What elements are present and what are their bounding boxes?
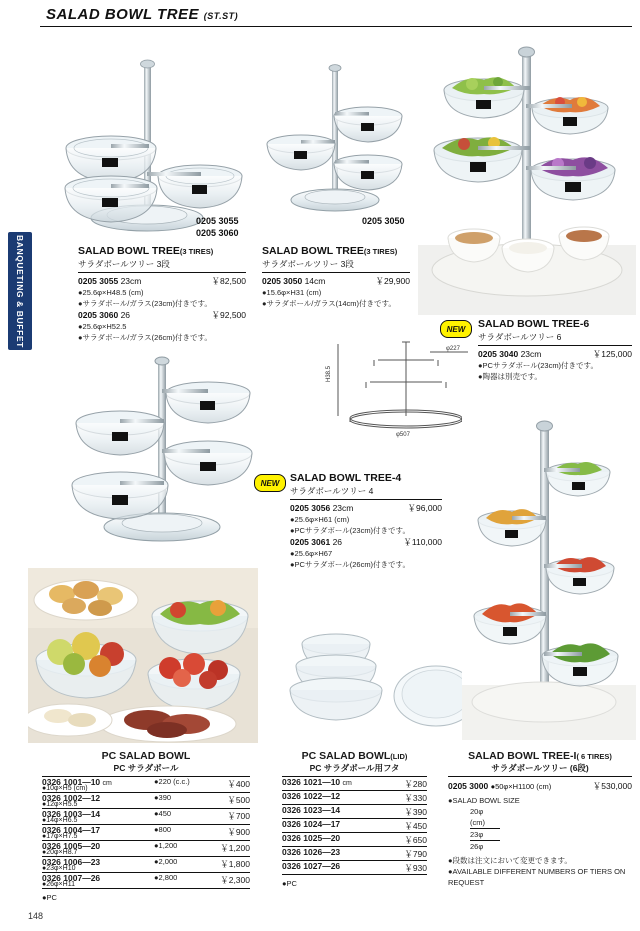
new-badge-label: NEW xyxy=(260,478,280,488)
product-code: 0205 3056 xyxy=(290,503,331,513)
product-size: 26 xyxy=(332,537,343,547)
product-row xyxy=(78,275,246,287)
row-price: ￥450 xyxy=(404,821,427,831)
row-code: 0326 1025—20 xyxy=(282,833,341,843)
row-extra: ●SALAD BOWL SIZE xyxy=(448,796,520,805)
product-row xyxy=(290,536,442,548)
page-title-text: SALAD BOWL TREE xyxy=(46,6,200,23)
product-spec: ●陶器は別売です。 xyxy=(478,372,542,381)
product-divider xyxy=(262,272,410,273)
row-code: 0326 1024—17 xyxy=(282,819,341,829)
product-code: 0205 3061 xyxy=(290,537,331,547)
table-footnote: ●PC xyxy=(42,893,57,902)
row-code: 0326 1004—17 xyxy=(42,825,101,835)
photo-tree-6-illustration xyxy=(418,30,636,315)
product-size: 14cm xyxy=(304,276,326,286)
page-title xyxy=(46,6,238,23)
product-code: 0205 3050 xyxy=(262,276,303,286)
product-block-salad-bowl-tree-3tiers-b xyxy=(262,245,410,309)
section-tab-banqueting-buffet xyxy=(8,232,32,350)
product-row xyxy=(78,309,246,321)
photo-salad-bowl-tree-6 xyxy=(418,30,636,315)
product-name xyxy=(78,245,246,257)
product-divider xyxy=(78,272,246,273)
table-title-jp: PC サラダボール xyxy=(113,763,179,773)
drawing-dim-bottom: φ507 xyxy=(396,432,410,438)
table-row xyxy=(282,819,427,833)
row-extra: 20φ (cm) xyxy=(470,806,500,829)
product-spec: ●25.6φ×H61 (cm) xyxy=(290,515,350,524)
row-code: 0326 1027—26 xyxy=(282,861,341,871)
product-price: ￥29,900 xyxy=(375,276,410,286)
product-spec: ●PCサラダボール(23cm)付きです。 xyxy=(290,526,410,535)
row-price: ￥330 xyxy=(404,793,427,803)
row-capacity: ●2,800 xyxy=(154,873,178,882)
salad-bowl-tree-3tiers-b-illustration xyxy=(256,60,416,220)
table-title xyxy=(42,750,250,774)
product-name-text: SALAD BOWL TREE xyxy=(262,245,364,257)
table-title xyxy=(282,750,427,774)
row-code: 0326 1022—12 xyxy=(282,791,341,801)
product-name: SALAD BOWL TREE-4 xyxy=(290,472,402,484)
product-size: 26 xyxy=(120,310,131,320)
table-row xyxy=(282,847,427,861)
row-price: ￥2,300 xyxy=(220,875,250,885)
row-capacity: ●220 (c.c.) xyxy=(154,777,190,786)
product-name: SALAD BOWL TREE-6 xyxy=(478,318,590,330)
product-block-salad-bowl-tree-6 xyxy=(478,318,632,382)
row-price: ￥530,000 xyxy=(592,781,632,791)
section-tab-label: BANQUETING & BUFFET xyxy=(15,235,25,348)
product-code: 0205 3055 xyxy=(78,276,119,286)
product-size: 23cm xyxy=(332,503,354,513)
table-pc-salad-bowl xyxy=(42,750,250,902)
row-dim: ●20φ×H8.7 xyxy=(42,849,78,856)
photo-tree-1-illustration xyxy=(462,410,636,740)
row-price: ￥650 xyxy=(404,835,427,845)
product-price: ￥92,500 xyxy=(211,310,246,320)
image-code-0205-3060: 0205 3060 xyxy=(196,228,239,238)
salad-bowl-tree-4-illustration xyxy=(56,345,271,550)
row-capacity: ●2,000 xyxy=(154,857,178,866)
table-row xyxy=(42,825,250,841)
product-spec: ●15.6φ×H31 (cm) xyxy=(262,288,322,297)
product-spec: ●25.6φ×H67 xyxy=(290,549,333,558)
row-code: 0326 1026—23 xyxy=(282,847,341,857)
image-code-0205-3050: 0205 3050 xyxy=(362,216,405,226)
table-row xyxy=(282,791,427,805)
product-price: ￥96,000 xyxy=(407,503,442,513)
image-salad-bowl-tree-3tiers-a xyxy=(48,40,248,235)
row-code: 0326 1021—10 cm xyxy=(282,777,352,787)
table-title-jp: PC サラダボール用フタ xyxy=(309,763,400,773)
table-title-text: PC SALAD BOWL(LID) xyxy=(301,750,408,762)
row-code: 0326 1007—26 xyxy=(42,873,101,883)
product-spec: ●サラダボール/ガラス(23cm)付きです。 xyxy=(78,299,212,308)
table-divider xyxy=(448,776,632,777)
table-salad-bowl-tree-1 xyxy=(448,750,632,888)
product-spec: ●サラダボール/ガラス(14cm)付きです。 xyxy=(262,299,396,308)
product-code: 0205 3060 xyxy=(78,310,119,320)
row-price: ￥390 xyxy=(404,807,427,817)
salad-bowl-tree-3tiers-a-illustration xyxy=(48,40,248,235)
product-price: ￥110,000 xyxy=(403,537,442,547)
table-footnote: ●PC xyxy=(282,879,297,888)
product-name-text: SALAD BOWL TREE xyxy=(78,245,180,257)
product-row xyxy=(262,275,410,287)
table-row xyxy=(282,777,427,791)
image-pc-salad-bowl-stack xyxy=(276,620,396,735)
image-salad-bowl-tree-3tiers-b xyxy=(256,60,416,220)
table-title-jp: サラダボールツリー (6段) xyxy=(491,763,589,773)
row-price: ￥790 xyxy=(404,849,427,859)
row-code: 0326 1003—14 xyxy=(42,809,101,819)
row-price: ￥930 xyxy=(404,863,427,873)
row-price: ￥900 xyxy=(227,827,250,837)
photo-salad-bowl-tree-1 xyxy=(462,410,636,740)
product-block-salad-bowl-tree-4 xyxy=(290,472,442,570)
row-code: 0326 1005—20 xyxy=(42,841,101,851)
row-code: 0326 1002—12 xyxy=(42,793,101,803)
row-price: ￥700 xyxy=(227,811,250,821)
row-code: 0326 1001—10 cm xyxy=(42,777,112,787)
row-code: 0326 1006—23 xyxy=(42,857,101,867)
product-row xyxy=(290,502,442,514)
new-badge-tree-4 xyxy=(254,474,286,492)
row-dim: ●12φ×H5.5 xyxy=(42,801,78,808)
row-price: ￥1,200 xyxy=(220,843,250,853)
table-pc-salad-bowl-lid xyxy=(282,750,427,888)
product-price: ￥125,000 xyxy=(592,349,632,359)
row-price: ￥1,800 xyxy=(220,859,250,869)
product-name-jp: サラダボールツリー 6 xyxy=(478,332,562,342)
table-row xyxy=(42,809,250,825)
row-capacity: ●1,200 xyxy=(154,841,178,850)
image-code-0205-3055: 0205 3055 xyxy=(196,216,239,226)
product-spec: ●PCサラダボール(26cm)付きです。 xyxy=(290,560,410,569)
row-capacity: ●450 xyxy=(154,809,172,818)
product-tires: (3 TIRES) xyxy=(363,247,398,256)
row-code: 0326 1023—14 xyxy=(282,805,341,815)
row-dim: ●10φ×H5 (cm) xyxy=(42,785,88,792)
product-size: 23cm xyxy=(120,276,142,286)
product-row xyxy=(478,348,632,360)
row-price: ￥500 xyxy=(227,795,250,805)
table-note: ●段数は注文において変更できます。 xyxy=(448,856,572,865)
product-name-jp: サラダボールツリー 3段 xyxy=(262,259,354,269)
table-note: ●AVAILABLE DIFFERENT NUMBERS OF TIERS ON REQUEST xyxy=(448,867,626,887)
product-spec: ●25.6φ×H52.5 xyxy=(78,322,127,331)
table-row xyxy=(42,793,250,809)
image-salad-bowl-tree-4 xyxy=(56,345,271,550)
row-price: ￥280 xyxy=(404,779,427,789)
row-extra: 26φ xyxy=(470,842,484,851)
pc-salad-bowl-stack-illustration xyxy=(276,620,396,735)
product-block-salad-bowl-tree-3tiers-a xyxy=(78,245,246,343)
table-row xyxy=(282,833,427,847)
page-title-code: (ST.ST) xyxy=(203,11,239,21)
row-capacity: ●390 xyxy=(154,793,172,802)
product-divider xyxy=(290,499,442,500)
row-dim: ●50φ×H1100 (cm) xyxy=(490,782,552,791)
table-row xyxy=(42,857,250,873)
product-spec: ●PCサラダボール(23cm)付きです。 xyxy=(478,361,598,370)
product-name xyxy=(262,245,410,257)
product-code: 0205 3040 xyxy=(478,349,519,359)
drawing-dim-left: H38.5 xyxy=(326,365,332,382)
table-title-text: SALAD BOWL TREE-I( 6 TIRES) xyxy=(468,750,612,762)
new-badge-label: NEW xyxy=(446,324,466,334)
row-code: 0205 3000 xyxy=(448,781,489,791)
row-extra: 23φ xyxy=(470,829,500,841)
product-tires: (3 TIRES) xyxy=(179,247,214,256)
table-row xyxy=(282,861,427,875)
photo-pc-salad-bowl-buffet xyxy=(28,568,258,743)
product-divider xyxy=(478,345,632,346)
table-title xyxy=(448,750,632,774)
product-size: 23cm xyxy=(520,349,542,359)
product-price: ￥82,500 xyxy=(211,276,246,286)
row-dim: ●17φ×H7.5 xyxy=(42,833,78,840)
table-row xyxy=(42,873,250,889)
row-capacity: ●800 xyxy=(154,825,172,834)
row-dim: ●23φ×H10 xyxy=(42,865,76,872)
page-number: 148 xyxy=(28,911,44,921)
table-row xyxy=(42,841,250,857)
table-row xyxy=(448,780,632,793)
photo-buffet-illustration xyxy=(28,568,258,743)
row-price: ￥400 xyxy=(227,779,250,789)
table-title-text: PC SALAD BOWL xyxy=(101,750,191,762)
product-spec: ●25.6φ×H48.5 (cm) xyxy=(78,288,144,297)
table-row xyxy=(282,805,427,819)
table-row xyxy=(42,777,250,793)
product-name-jp: サラダボールツリー 3段 xyxy=(78,259,170,269)
row-dim: ●14φ×H6.5 xyxy=(42,817,78,824)
row-dim: ●26φ×H11 xyxy=(42,881,75,888)
drawing-dim-top: φ227 xyxy=(446,346,460,352)
product-name-jp: サラダボールツリー 4 xyxy=(290,486,374,496)
title-divider xyxy=(40,26,632,27)
product-spec: ●サラダボール/ガラス(26cm)付きです。 xyxy=(78,333,212,342)
